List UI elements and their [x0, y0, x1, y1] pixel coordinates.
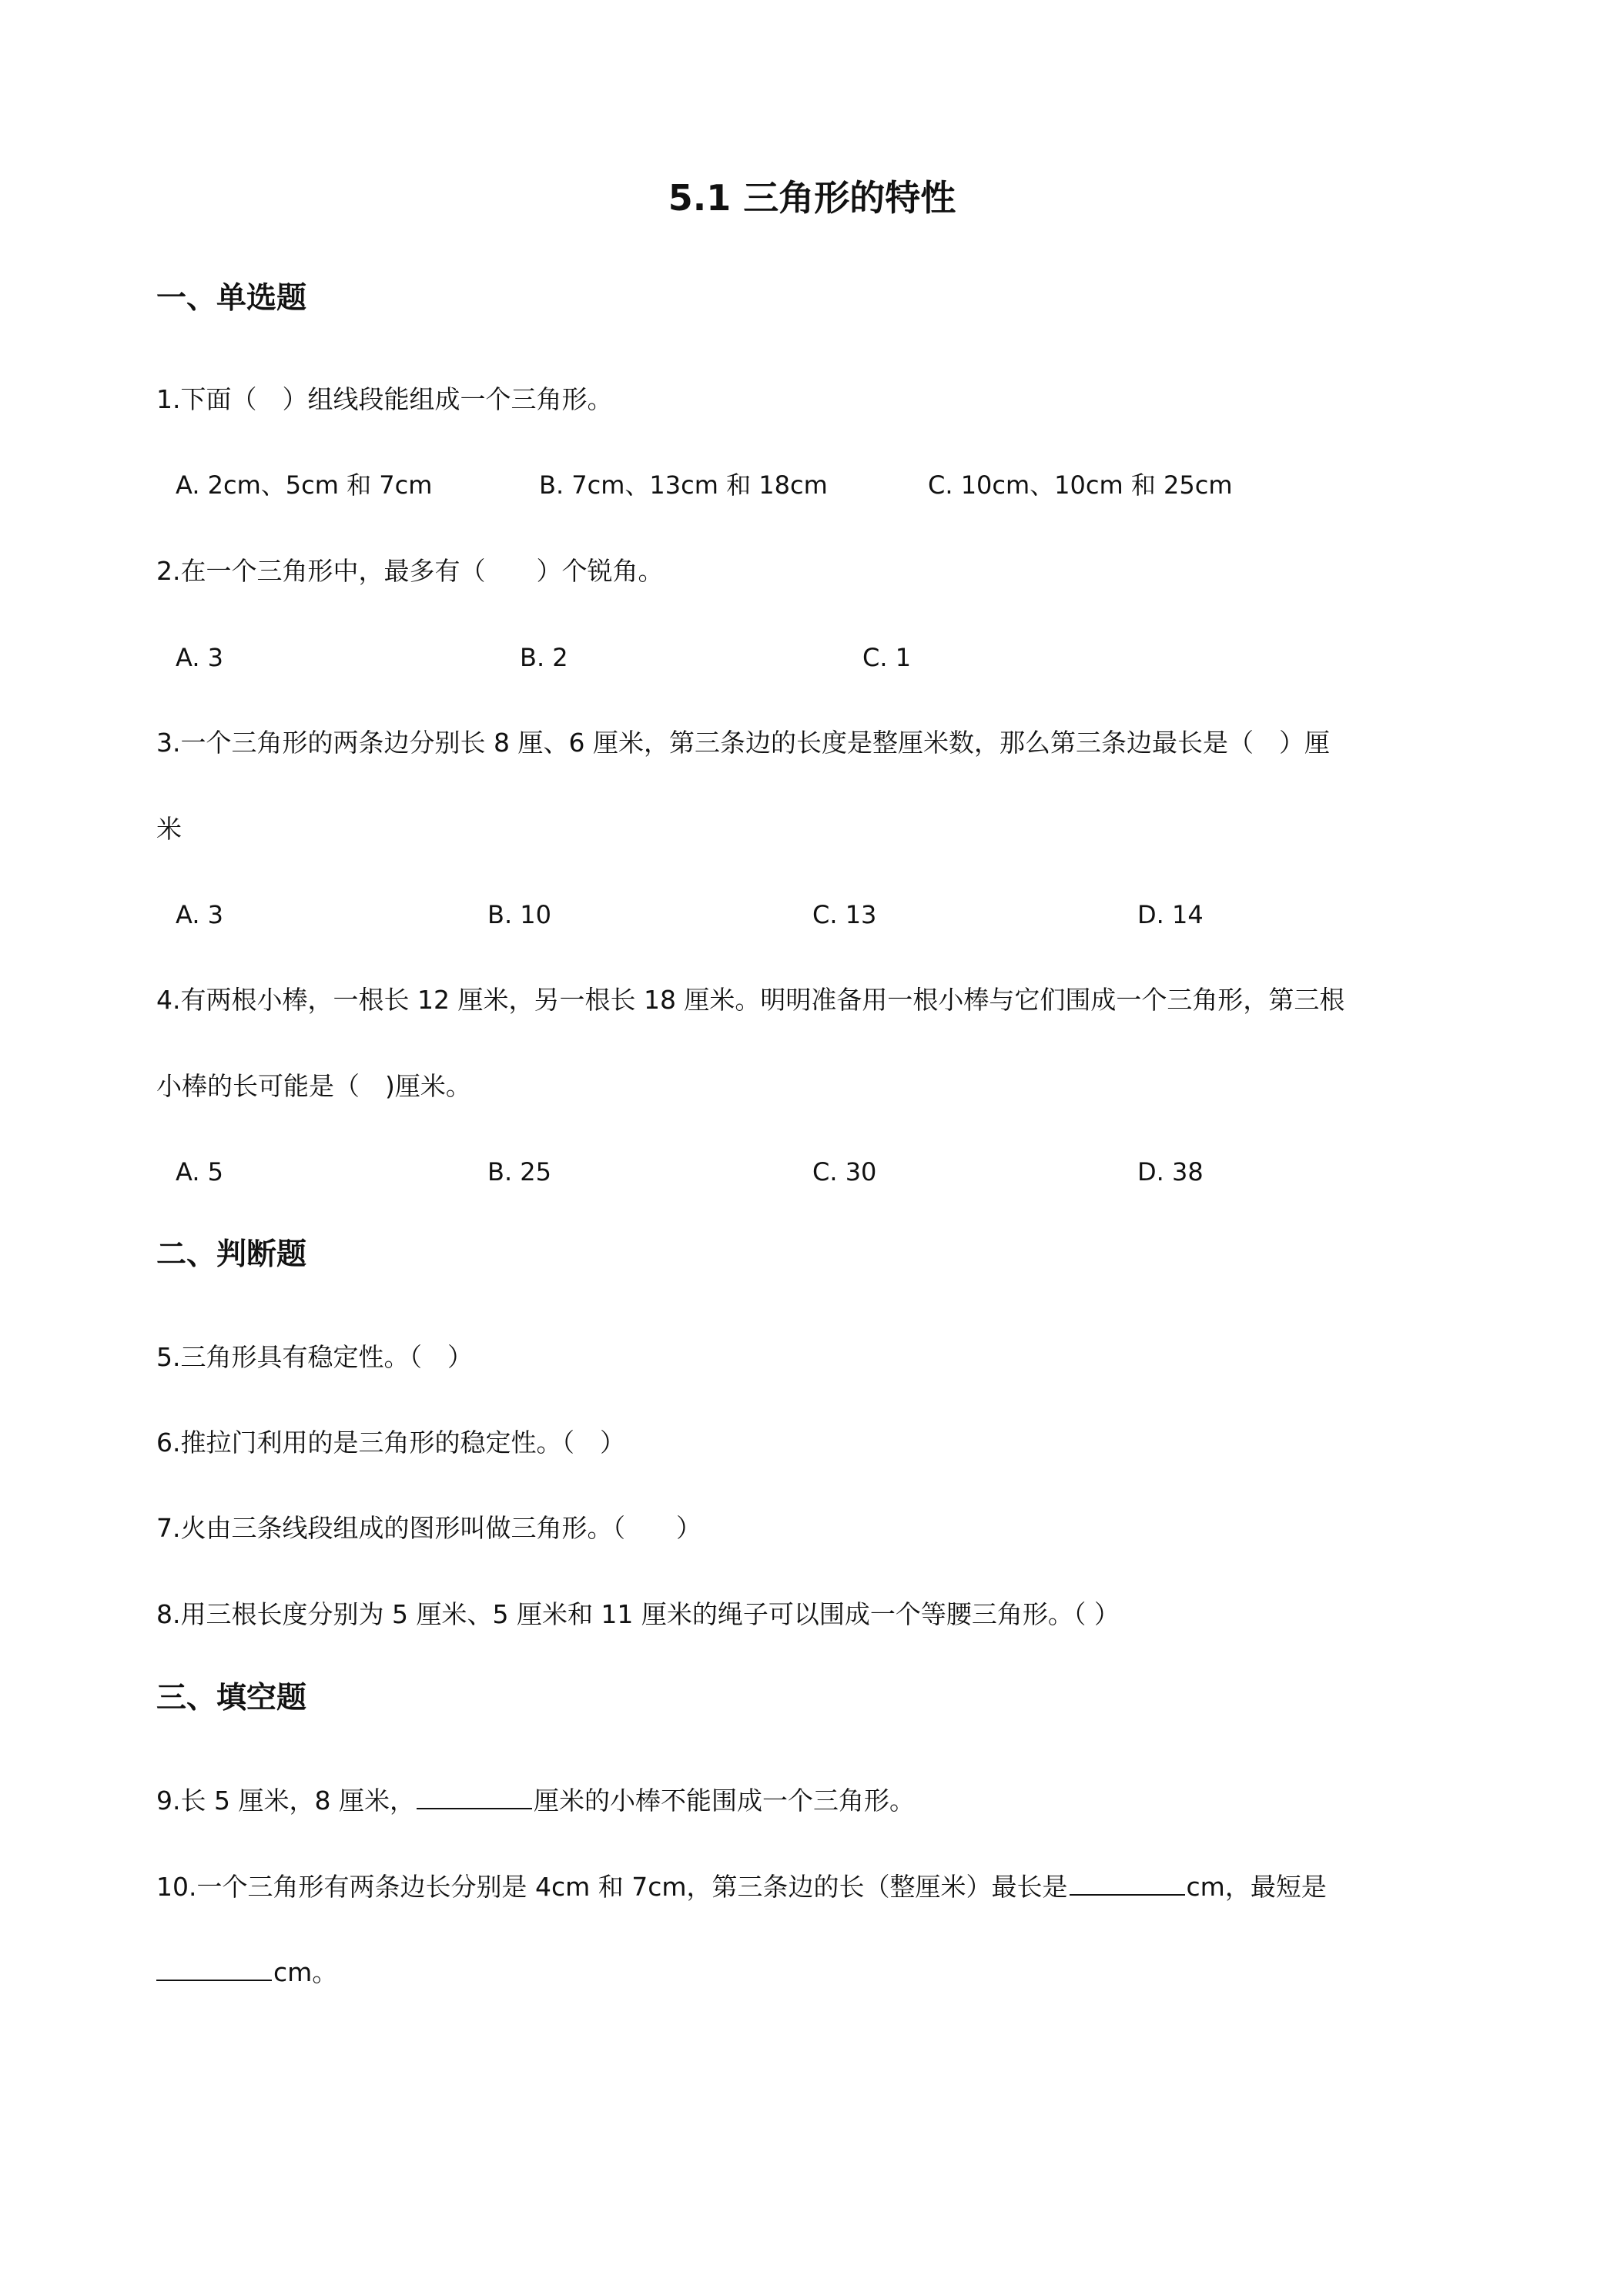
question-10-text-c: cm。	[273, 1957, 338, 1987]
question-3-line-1: 3.一个三角形的两条边分别长 8 厘、6 厘米，第三条边的长度是整厘米数，那么第三条边最长是（ ）厘	[156, 728, 1330, 758]
answer-blank	[1070, 1871, 1185, 1896]
answer-blank	[417, 1785, 532, 1809]
question-1: 1.下面（ ）组线段能组成一个三角形。	[156, 384, 613, 414]
question-6: 6.推拉门利用的是三角形的稳定性。（ ）	[156, 1427, 625, 1458]
question-9-text-b: 厘米的小棒不能围成一个三角形。	[533, 1786, 915, 1816]
q3-option-a: A. 3	[176, 900, 224, 929]
q3-option-b: B. 10	[487, 900, 552, 929]
q1-option-c: C. 10cm、10cm 和 25cm	[928, 470, 1233, 500]
q3-option-d: D. 14	[1137, 900, 1204, 929]
page-title: 5.1 三角形的特性	[668, 177, 956, 219]
q1-option-a: A. 2cm、5cm 和 7cm	[176, 470, 433, 500]
question-10-line-2	[156, 1956, 337, 1990]
question-3-line-2: 米	[156, 814, 182, 844]
q4-option-b: B. 25	[487, 1157, 552, 1186]
q3-option-c: C. 13	[812, 900, 877, 929]
q4-option-c: C. 30	[812, 1157, 877, 1186]
section-heading-true-false: 二、判断题	[156, 1237, 307, 1272]
q2-option-a: A. 3	[176, 643, 224, 672]
question-4-line-1: 4.有两根小棒，一根长 12 厘米，另一根长 18 厘米。明明准备用一根小棒与它们围成一个三角形，第三根	[156, 985, 1345, 1015]
question-5: 5.三角形具有稳定性。（ ）	[156, 1342, 473, 1372]
q1-option-b: B. 7cm、13cm 和 18cm	[539, 470, 828, 500]
section-heading-fill-in: 三、填空题	[156, 1681, 307, 1715]
question-10-line-1	[156, 1870, 1327, 1904]
q4-option-d: D. 38	[1137, 1157, 1204, 1186]
question-9-text-a: 9.长 5 厘米，8 厘米，	[156, 1786, 415, 1816]
section-heading-single-choice: 一、单选题	[156, 281, 307, 316]
question-9	[156, 1784, 915, 1818]
question-2: 2.在一个三角形中，最多有（ ）个锐角。	[156, 556, 664, 586]
question-10-text-b: cm，最短是	[1186, 1872, 1327, 1902]
answer-blank	[156, 1956, 272, 1981]
q2-option-b: B. 2	[520, 643, 568, 672]
question-7: 7.火由三条线段组成的图形叫做三角形。（ ）	[156, 1513, 702, 1543]
q4-option-a: A. 5	[176, 1157, 224, 1186]
question-4-line-2: 小棒的长可能是（ )厘米。	[156, 1071, 471, 1101]
question-10-text-a: 10.一个三角形有两条边长分别是 4cm 和 7cm，第三条边的长（整厘米）最长是	[156, 1872, 1068, 1902]
q2-option-c: C. 1	[862, 643, 912, 672]
question-8: 8.用三根长度分别为 5 厘米、5 厘米和 11 厘米的绳子可以围成一个等腰三角形。（ ）	[156, 1599, 1120, 1629]
